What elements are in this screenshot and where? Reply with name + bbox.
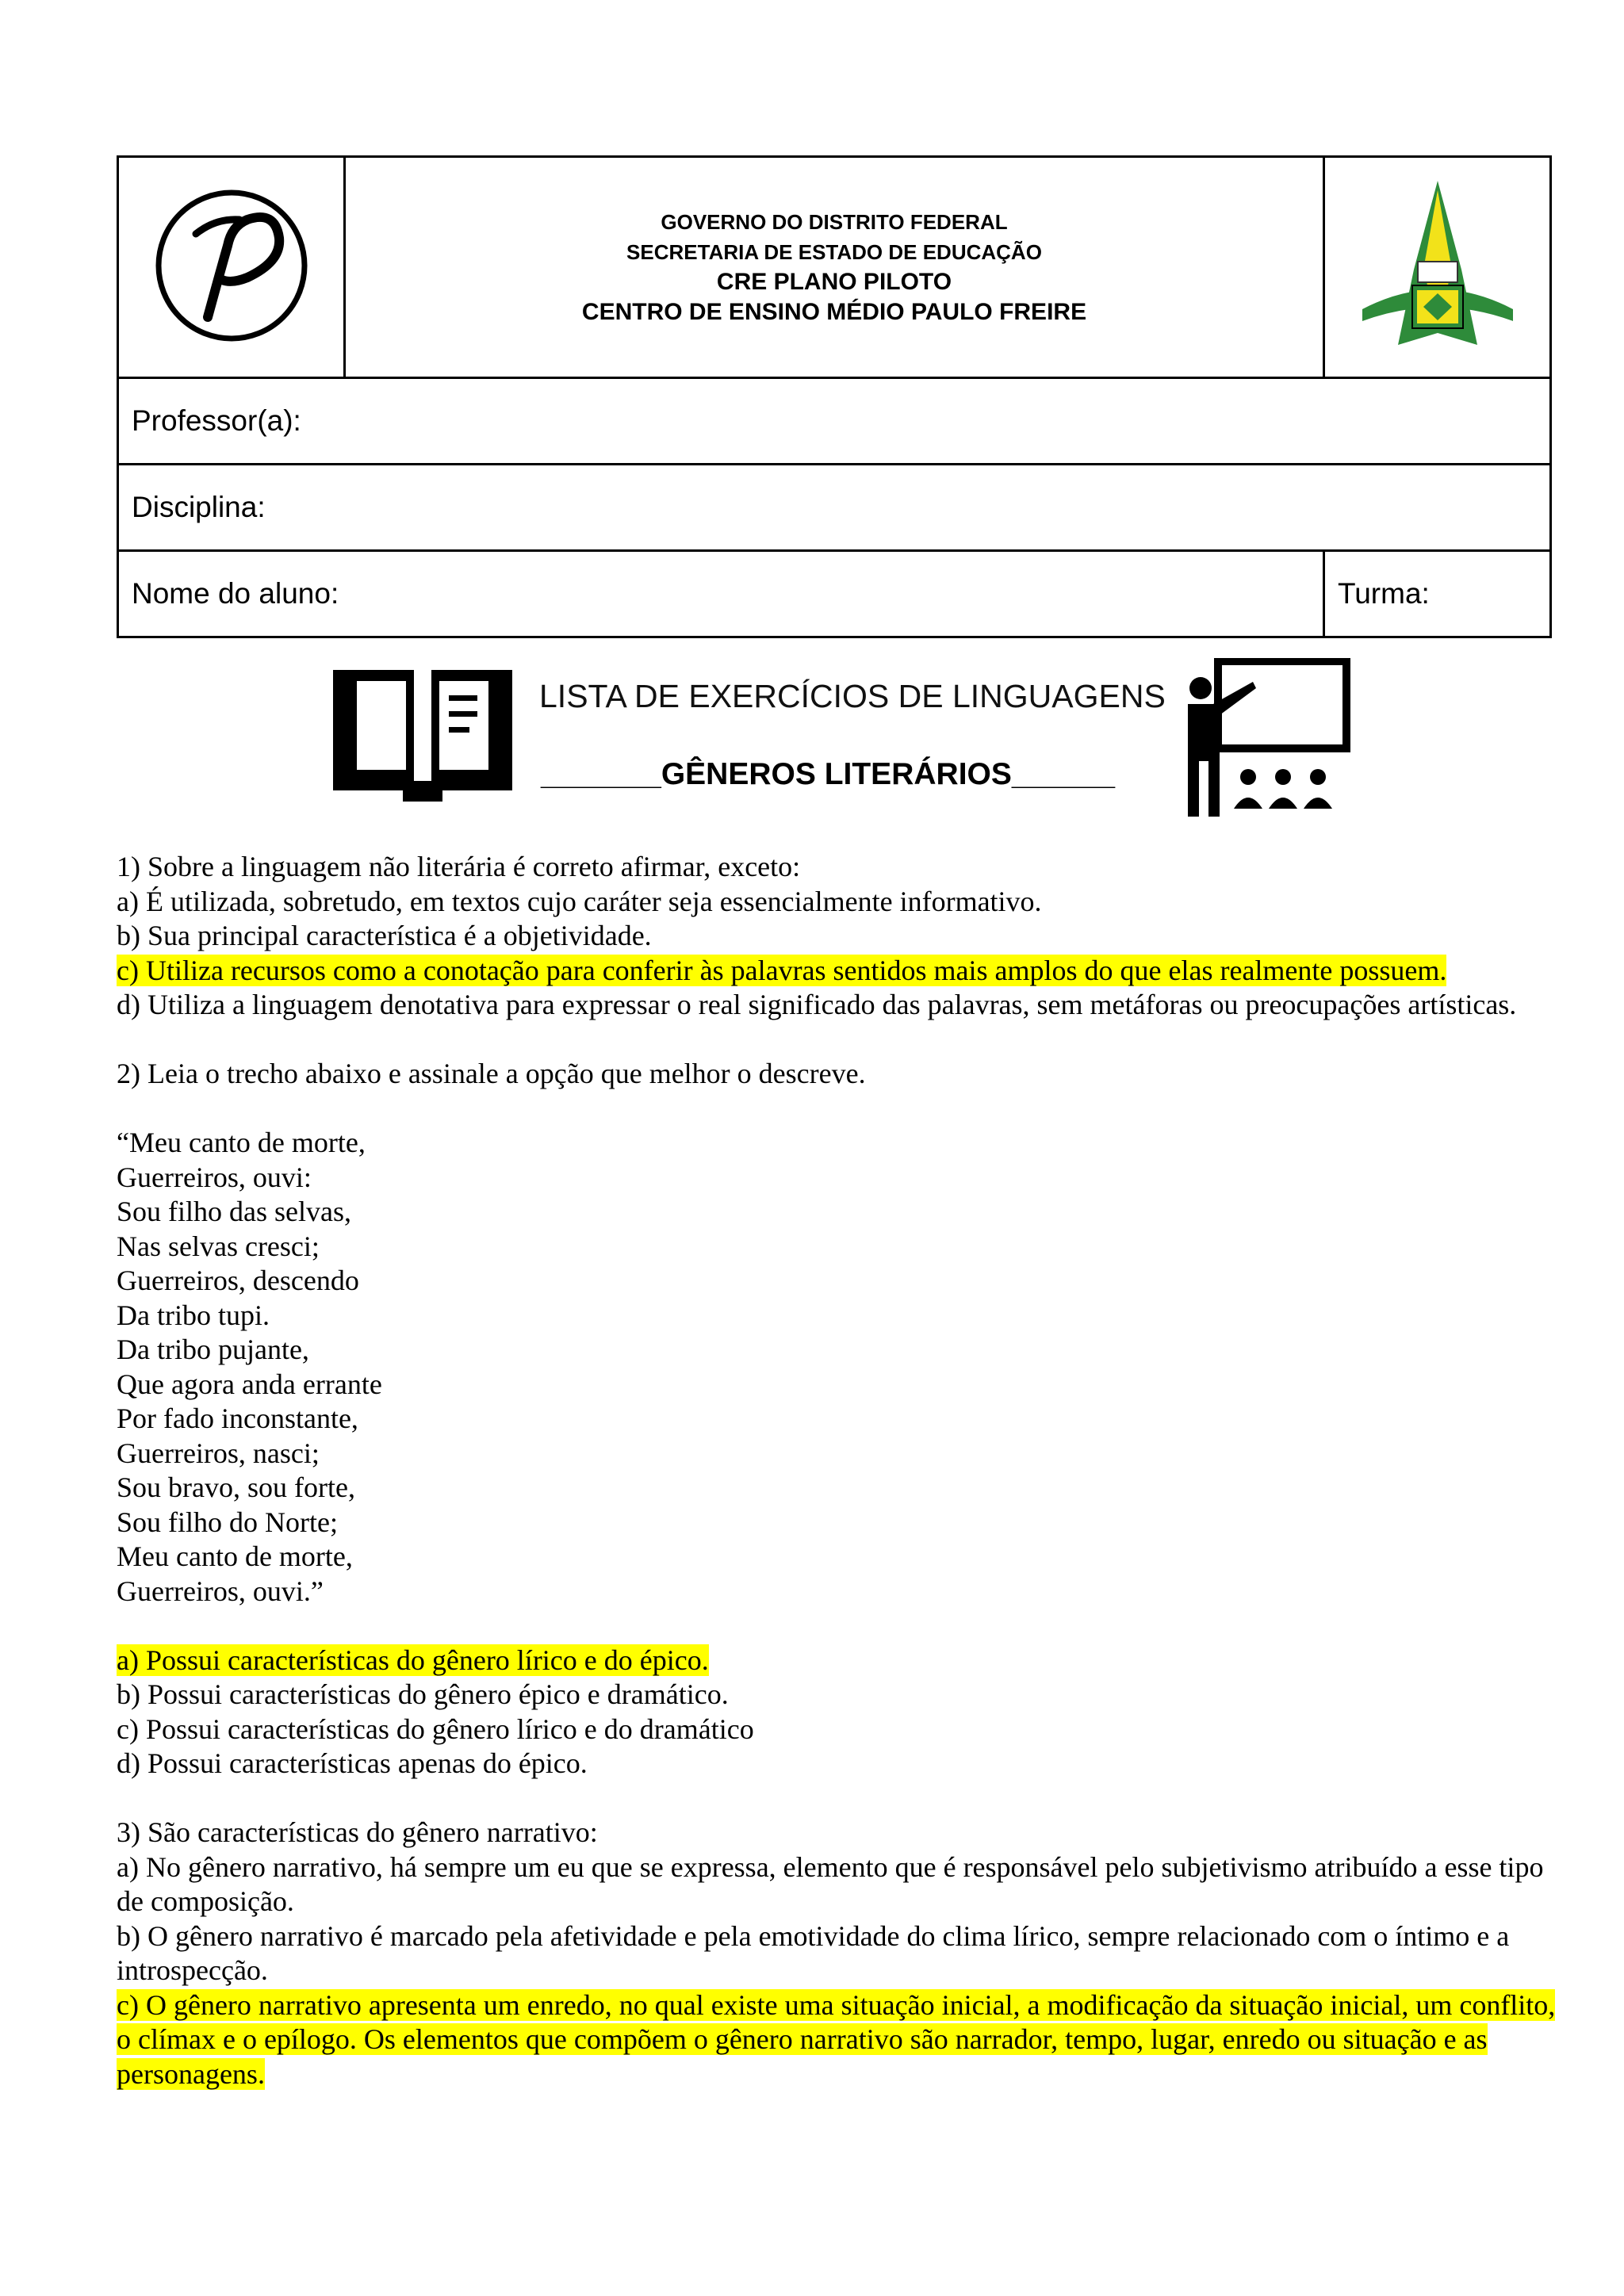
q3-option-b: b) O gênero narrativo é marcado pela afetividade e pela emotividade do clima lírico, sempre relacionado com o íntimo e a introspecção. (117, 1919, 1510, 1986)
q1-option-b: b) Sua principal característica é a objetividade. (117, 920, 652, 951)
exercise-banner (333, 658, 1348, 817)
q2-option-b: b) Possui características do gênero épico e dramático. (117, 1678, 729, 1710)
poem-line: Da tribo pujante, (117, 1334, 309, 1365)
header-table (117, 155, 1552, 638)
question-2: 2) Leia o trecho abaixo e assinale a opção que melhor o descreve. (117, 1058, 866, 1089)
poem-line: Guerreiros, ouvi.” (117, 1575, 324, 1607)
poem-line: “Meu canto de morte, (117, 1127, 366, 1158)
student-name-field[interactable]: Nome do aluno: (118, 551, 1324, 637)
q2-option-a-answer: a) Possui características do gênero lírico e do épico. (117, 1644, 709, 1676)
brasilia-emblem (1350, 174, 1525, 357)
question-1: 1) Sobre a linguagem não literária é correto afirmar, exceto: (117, 851, 801, 882)
gov-line: GOVERNO DO DISTRITO FEDERAL (661, 210, 1008, 234)
q1-option-c (117, 954, 1560, 989)
turma-field[interactable]: Turma: (1324, 551, 1551, 637)
institution-title (345, 157, 1324, 378)
q3-option-c (117, 1988, 1560, 2092)
poem (117, 1126, 1560, 1609)
book-icon (333, 670, 512, 805)
q2-option-c: c) Possui características do gênero lírico e do dramático (117, 1712, 754, 1745)
poem-line: Guerreiros, descendo (117, 1265, 359, 1296)
school-name-line: CENTRO DE ENSINO MÉDIO PAULO FREIRE (581, 299, 1087, 325)
q3-option-a: a) No gênero narrativo, há sempre um eu que se expressa, elemento que é responsável pelo subjetivismo atribuído a esse tipo de composição. (117, 1850, 1544, 1917)
school-logo (152, 186, 311, 345)
disciplina-field[interactable]: Disciplina: (118, 465, 1551, 551)
professor-field[interactable]: Professor(a): (118, 378, 1551, 465)
q1-option-d: d) Utiliza a linguagem denotativa para expressar o real significado das palavras, sem metáforas ou preocupações artísticas. (117, 989, 1517, 1020)
exercise-subtitle: _______GÊNEROS LITERÁRIOS______ (541, 757, 1116, 791)
secretaria-line: SECRETARIA DE ESTADO DE EDUCAÇÃO (626, 240, 1042, 264)
poem-line: Meu canto de morte, (117, 1540, 353, 1572)
poem-line: Da tribo tupi. (117, 1299, 270, 1331)
teacher-board-icon (1166, 658, 1356, 817)
poem-line: Nas selvas cresci; (117, 1230, 320, 1262)
exercise-title: LISTA DE EXERCÍCIOS DE LINGUAGENS (539, 678, 1166, 714)
poem-line: Guerreiros, nasci; (117, 1437, 320, 1469)
q2-option-a (117, 1644, 1560, 1678)
q1-option-a: a) É utilizada, sobretudo, em textos cujo caráter seja essencialmente informativo. (117, 885, 1042, 917)
q1-option-c-answer: c) Utiliza recursos como a conotação para conferir às palavras sentidos mais amplos do que elas realmente possuem. (117, 954, 1447, 986)
question-3: 3) São características do gênero narrativo: (117, 1816, 598, 1848)
poem-line: Por fado inconstante, (117, 1402, 358, 1434)
poem-line: Que agora anda errante (117, 1368, 382, 1400)
q3-option-c-answer: c) O gênero narrativo apresenta um enredo, no qual existe uma situação inicial, a modificação da situação inicial, um conflito, o clímax e o epílogo. Os elementos que compõem o gênero narrativo são narrador, tempo, lugar, enredo ou situação e as personagens. (117, 1988, 1556, 2090)
school-logo-cell (118, 157, 345, 378)
q2-option-d: d) Possui características apenas do épico. (117, 1747, 588, 1779)
exercise-content (117, 850, 1560, 2091)
poem-line: Sou filho do Norte; (117, 1506, 338, 1538)
poem-line: Sou filho das selvas, (117, 1196, 351, 1227)
brasilia-emblem-cell (1324, 157, 1551, 378)
poem-line: Guerreiros, ouvi: (117, 1161, 312, 1193)
cre-line: CRE PLANO PILOTO (716, 269, 952, 295)
poem-line: Sou bravo, sou forte, (117, 1471, 355, 1503)
